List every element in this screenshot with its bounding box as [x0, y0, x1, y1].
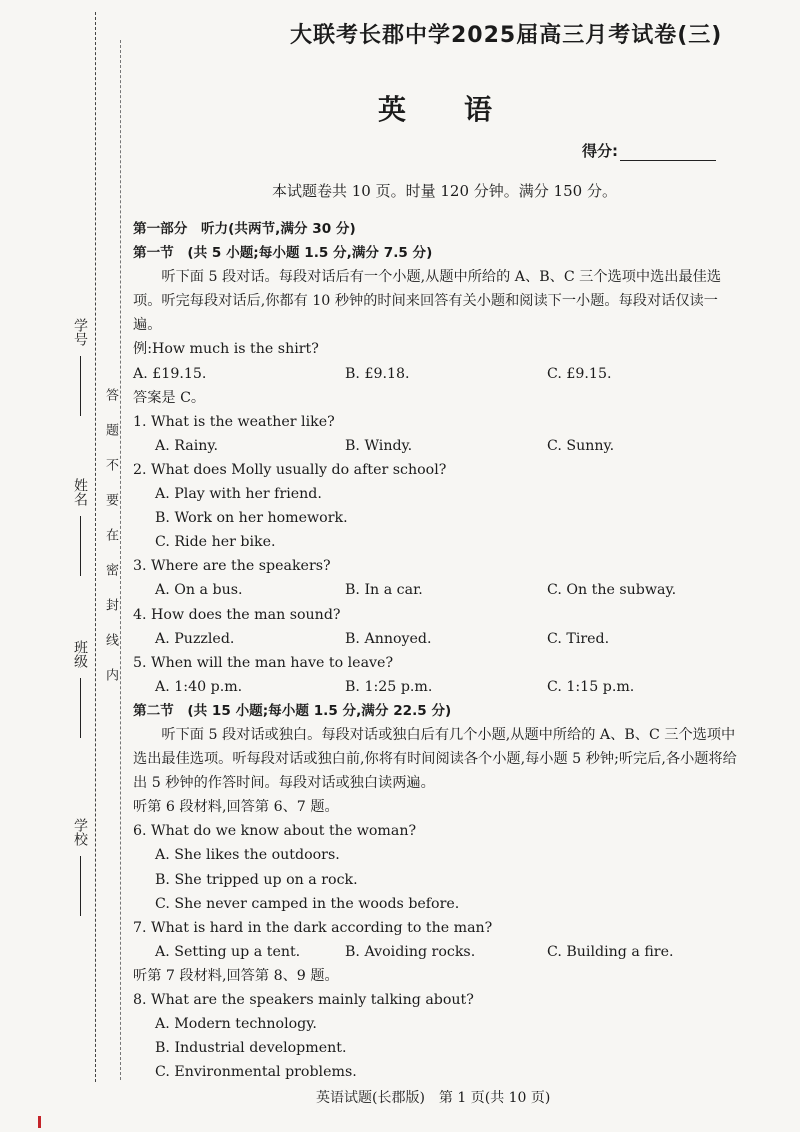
section1-heading: 第一节 (共 5 小题;每小题 1.5 分,满分 7.5 分) [133, 245, 433, 262]
material-7-label: 听第 7 段材料,回答第 8、9 题。 [133, 967, 339, 984]
question-6-option-a: A. She likes the outdoors. [155, 847, 340, 864]
question-2: 2. What does Molly usually do after school? [133, 461, 447, 478]
exam-content [133, 217, 743, 1084]
student-id-field[interactable]: 学号 [70, 318, 90, 416]
section1-instructions: 听下面 5 段对话。每段对话后有一个小题,从题中所给的 A、B、C 三个选项中选出最佳选项。听完每段对话后,你都有 10 秒钟的时间来回答有关小题和阅读下一小题。每段对话仅读一遍。 [133, 269, 722, 334]
example-options: A. £19.15. B. £9.18. C. £9.15. [133, 365, 612, 382]
exam-title: 大联考长郡中学2025届高三月考试卷(三) [290, 23, 723, 48]
question-4-options: A. Puzzled. B. Annoyed. C. Tired. [155, 630, 610, 647]
material-6-label: 听第 6 段材料,回答第 6、7 题。 [133, 799, 339, 816]
section2-instructions: 听下面 5 段对话或独白。每段对话或独白后有几个小题,从题中所给的 A、B、C 三个选项中选出最佳选项。听每段对话或独白前,你将有时间阅读各个小题,每小题 5 秒钟;听完后,各小题将给出 5 秒钟的作答时间。每段对话或独白读两遍。 [133, 726, 737, 792]
score-blank[interactable] [620, 160, 716, 161]
binding-line-inner [120, 40, 122, 1080]
example-answer: 答案是 C。 [133, 389, 206, 406]
score-label: 得分: [582, 142, 618, 160]
question-8-option-c: C. Environmental problems. [155, 1064, 357, 1081]
question-8-option-a: A. Modern technology. [155, 1016, 317, 1033]
question-2-option-c: C. Ride her bike. [155, 534, 276, 551]
question-8-option-b: B. Industrial development. [155, 1040, 347, 1057]
score-field[interactable] [582, 140, 716, 161]
class-field[interactable]: 班级 [70, 640, 90, 738]
section2-heading: 第二节 (共 15 小题;每小题 1.5 分,满分 22.5 分) [133, 702, 452, 719]
question-5-options: A. 1:40 p.m. B. 1:25 p.m. C. 1:15 p.m. [155, 678, 635, 695]
question-2-option-b: B. Work on her homework. [155, 510, 348, 527]
red-margin-mark [38, 1116, 41, 1128]
question-1-options: A. Rainy. B. Windy. C. Sunny. [155, 437, 615, 454]
question-1: 1. What is the weather like? [133, 413, 335, 430]
part1-heading: 第一部分 听力(共两节,满分 30 分) [133, 221, 356, 237]
question-5: 5. When will the man have to leave? [133, 654, 394, 671]
question-3-options: A. On a bus. B. In a car. C. On the subway. [155, 582, 677, 599]
name-field[interactable]: 姓名 [70, 478, 90, 576]
example-question: 例:How much is the shirt? [133, 341, 319, 358]
question-6: 6. What do we know about the woman? [133, 823, 417, 840]
question-4: 4. How does the man sound? [133, 606, 341, 623]
exam-intro: 本试题卷共 10 页。时量 120 分钟。满分 150 分。 [272, 182, 617, 200]
question-2-option-a: A. Play with her friend. [155, 486, 322, 503]
question-8: 8. What are the speakers mainly talking about? [133, 992, 474, 1008]
binding-line-outer [95, 12, 97, 1082]
school-field[interactable]: 学校 [70, 818, 90, 916]
subject-title: 英语 [378, 93, 551, 126]
question-7: 7. What is hard in the dark according to the man? [133, 919, 493, 936]
question-6-option-b: B. She tripped up on a rock. [155, 871, 358, 888]
page-footer: 英语试题(长郡版) 第 1 页(共 10 页) [316, 1090, 551, 1106]
question-6-option-c: C. She never camped in the woods before. [155, 895, 460, 912]
seal-line-note: 答题不要在密封线内 [103, 388, 118, 703]
question-7-options: A. Setting up a tent. B. Avoiding rocks. C. Building a fire. [155, 943, 674, 960]
question-3: 3. Where are the speakers? [133, 558, 331, 575]
